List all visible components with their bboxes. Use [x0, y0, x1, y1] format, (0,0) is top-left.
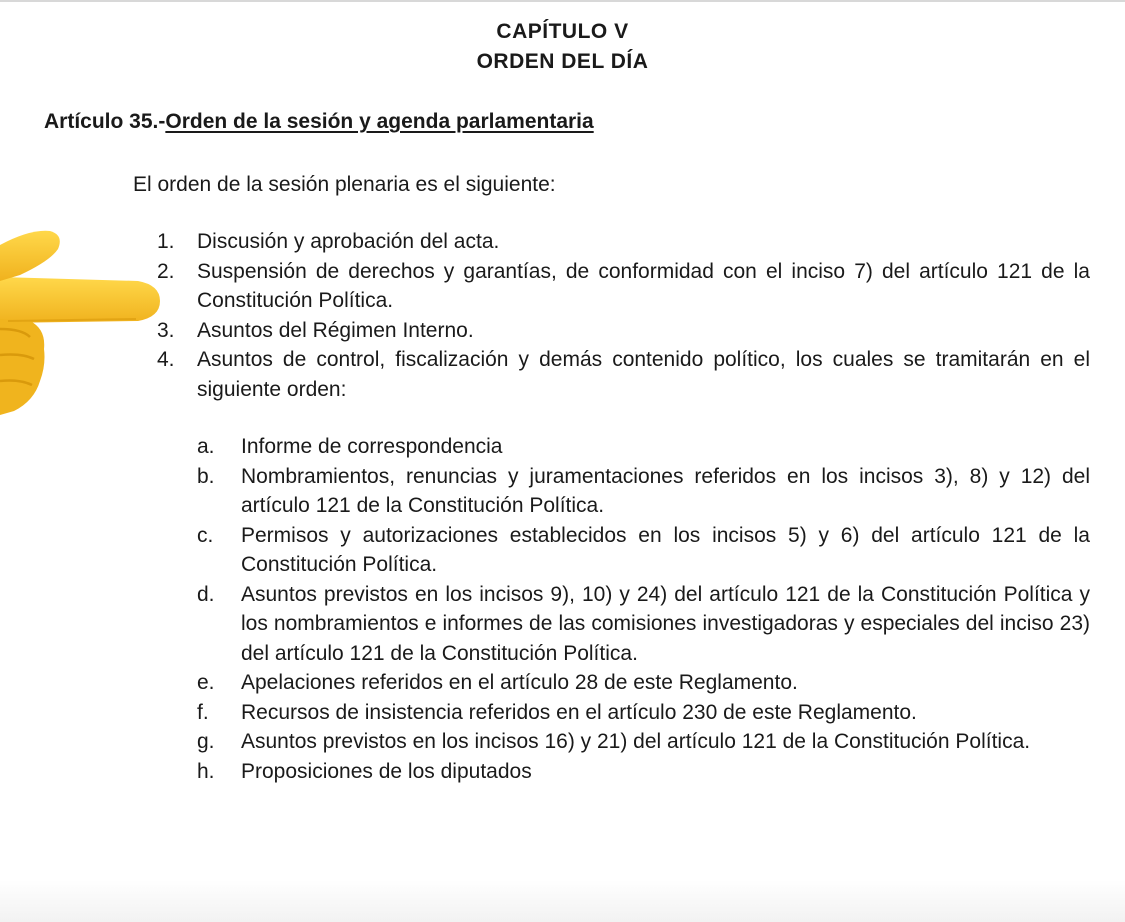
sub-list-item — [197, 727, 1090, 757]
list-item — [157, 345, 1090, 404]
chapter-number: CAPÍTULO V — [496, 20, 629, 43]
main-list — [157, 227, 1090, 404]
item-number: 4. — [157, 348, 175, 371]
list-item — [157, 316, 1090, 346]
subitem-letter: c. — [197, 523, 214, 547]
subitem-text: Nombramientos, renuncias y juramentaciones referidos en los incisos 3), 8) y 12) del artículo 121 de la Constitución Política. — [241, 464, 1090, 517]
article-label: Artículo 35.- — [44, 110, 166, 133]
sub-list-item — [197, 757, 1090, 787]
subitem-text: Apelaciones referidos en el artículo 28 de este Reglamento. — [241, 671, 798, 694]
article-heading — [44, 110, 594, 134]
subitem-text: Permisos y autorizaciones establecidos en los incisos 5) y 6) del artículo 121 de la Constitución Política. — [241, 523, 1090, 576]
item-text: Asuntos del Régimen Interno. — [197, 318, 474, 342]
subitem-text: Informe de correspondencia — [241, 435, 503, 458]
intro-paragraph: El orden de la sesión plenaria es el siguiente: — [133, 173, 556, 196]
subitem-text: Proposiciones de los diputados — [241, 759, 532, 783]
bottom-shade — [0, 880, 1125, 922]
list-item — [157, 227, 1090, 257]
subitem-letter: f. — [197, 700, 209, 724]
subitem-text: Asuntos previstos en los incisos 16) y 21) del artículo 121 de la Constitución Política. — [241, 730, 1031, 753]
subitem-text: Asuntos previstos en los incisos 9), 10) y 24) del artículo 121 de la Constitución Política y los nombramientos e informes de las comisiones investigadoras y especiales del inciso 23) del artículo 121 de la Constitución Política. — [241, 582, 1090, 665]
sub-list-item — [197, 580, 1090, 669]
subitem-letter: e. — [197, 671, 215, 694]
item-text: Suspensión de derechos y garantías, de conformidad con el inciso 7) del artículo 121 de la Constitución Política. — [197, 259, 1090, 312]
list-item — [157, 257, 1090, 316]
sub-list-item — [197, 521, 1090, 580]
subitem-letter: a. — [197, 435, 215, 458]
subitem-letter: g. — [197, 730, 215, 753]
item-text: Discusión y aprobación del acta. — [197, 230, 500, 253]
pointing-hand-icon — [0, 225, 170, 415]
subitem-letter: d. — [197, 582, 215, 606]
item-number: 2. — [157, 259, 175, 283]
item-number: 1. — [157, 230, 175, 253]
sub-list — [197, 432, 1090, 786]
sub-list-item — [197, 462, 1090, 521]
sub-list-item — [197, 698, 1090, 728]
top-divider — [0, 0, 1125, 2]
item-text: Asuntos de control, fiscalización y demás contenido político, los cuales se tramitarán en el siguiente orden: — [197, 348, 1090, 401]
subitem-letter: h. — [197, 759, 215, 783]
chapter-title: ORDEN DEL DÍA — [476, 50, 649, 73]
sub-list-item — [197, 432, 1090, 462]
article-title: Orden de la sesión y agenda parlamentaria — [165, 110, 594, 133]
item-number: 3. — [157, 318, 175, 342]
sub-list-item — [197, 668, 1090, 698]
subitem-text: Recursos de insistencia referidos en el artículo 230 de este Reglamento. — [241, 700, 917, 724]
subitem-letter: b. — [197, 464, 215, 488]
